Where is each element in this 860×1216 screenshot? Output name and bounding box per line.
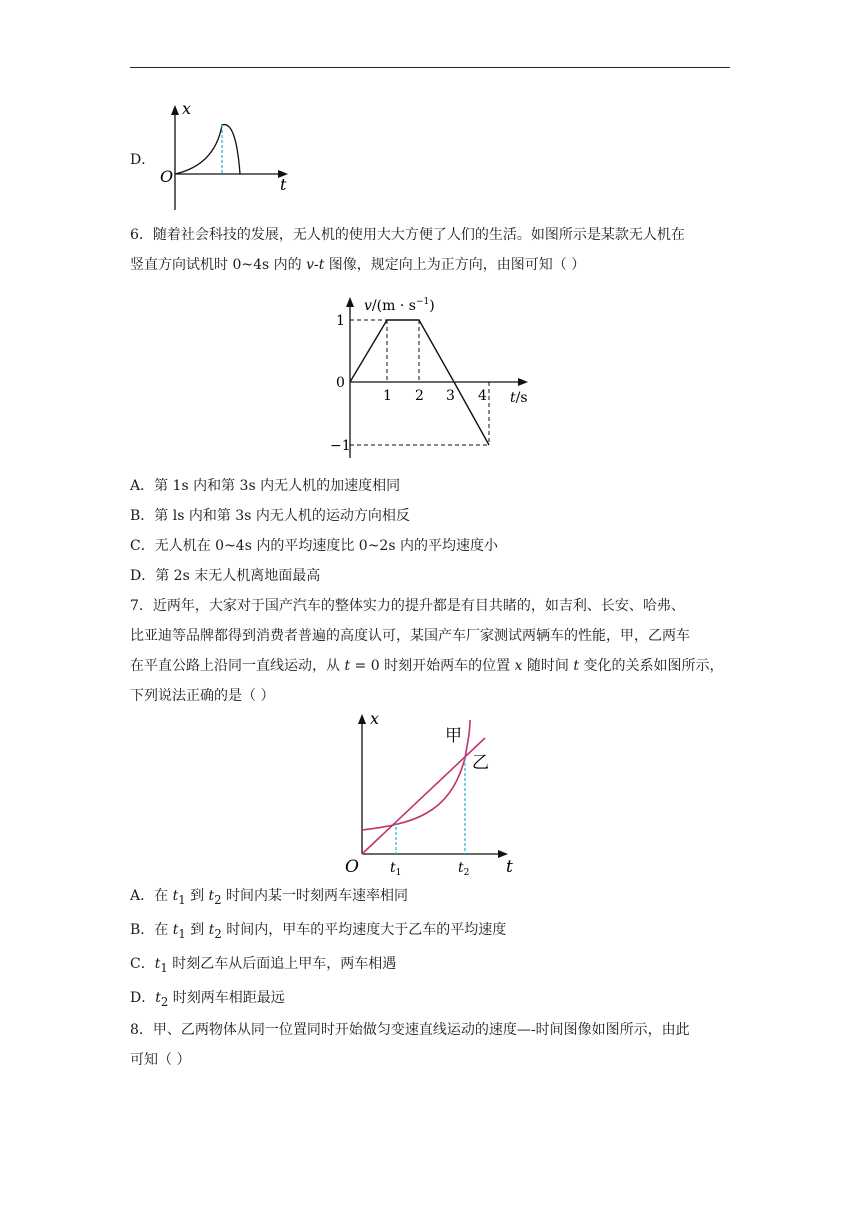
q6-tick-x-4: 4 [478, 388, 487, 404]
q7-label-jia: 甲 [445, 726, 462, 746]
q6-tick-y-0: 0 [336, 375, 345, 391]
q6-option-a: A．第 1s 内和第 3s 内无人机的加速度相同 [130, 478, 401, 494]
q7-line-yi [362, 738, 485, 854]
q7-tick-t1: $t_1$ [390, 860, 402, 878]
q7-x-axis-label: t [506, 857, 513, 877]
q6-stem-line-2: 竖直方向试机时 0~4s 内的 v-t 图像，规定向上为正方向，由图可知（ ） [130, 257, 586, 273]
q6-tick-x-3: 3 [446, 388, 455, 404]
q7-xt-graph [340, 706, 530, 876]
q5-curve [175, 125, 240, 174]
q7-option-c: C．$t_1$ 时刻乙车从后面追上甲车，两车相遇 [130, 956, 397, 975]
q5-y-axis-label: x [182, 99, 192, 118]
q7-stem-line-3: 在平直公路上沿同一直线运动，从 t = 0 时刻开始两车的位置 x 随时间 t 变化的关系如图所示， [130, 658, 724, 674]
q7-option-b: B．在 $t_1$ 到 $t_2$ 时间内，甲车的平均速度大于乙车的平均速度 [130, 922, 507, 941]
q6-tick-y-neg1: −1 [330, 438, 351, 454]
q6-option-d: D．第 2s 末无人机离地面最高 [130, 568, 321, 584]
q5-origin-label: O [160, 167, 174, 186]
q6-tick-x-1: 1 [383, 388, 392, 404]
q6-y-axis-label: $v/(m \cdot s^{-1})$ [364, 297, 435, 314]
q6-stem-line-1: 6．随着社会科技的发展，无人机的使用大大方便了人们的生活。如图所示是某款无人机在 [130, 227, 685, 243]
q6-tick-x-2: 2 [415, 388, 424, 404]
q7-tick-t2: $t_2$ [458, 860, 470, 878]
q7-origin-label: O [345, 857, 359, 877]
q6-option-b: B．第 ls 内和第 3s 内无人机的运动方向相反 [130, 508, 410, 524]
q7-y-axis-label: x [370, 709, 380, 728]
q7-label-yi: 乙 [472, 753, 489, 773]
header-rule [130, 67, 730, 68]
q6-option-c: C．无人机在 0~4s 内的平均速度比 0~2s 内的平均速度小 [130, 538, 498, 554]
q8-stem-line-2: 可知（ ） [130, 1052, 191, 1068]
q7-stem-line-2: 比亚迪等品牌都得到消费者普遍的高度认可，某国产车厂家测试两辆车的性能，甲，乙两车 [130, 628, 690, 644]
q7-stem-line-1: 7．近两年，大家对于国产汽车的整体实力的提升都是有目共睹的，如吉利、长安、哈弗、 [130, 598, 685, 614]
q6-x-axis-label: t/s [510, 390, 528, 406]
q7-option-d: D．$t_2$ 时刻两车相距最远 [130, 990, 285, 1009]
q7-option-a: A．在 $t_1$ 到 $t_2$ 时间内某一时刻两车速率相同 [130, 888, 409, 907]
q5-x-axis-label: t [280, 175, 287, 194]
q8-stem-line-1: 8．甲、乙两物体从同一位置同时开始做匀变速直线运动的速度—-时间图像如图所示，由此 [130, 1022, 690, 1038]
q7-stem-line-4: 下列说法正确的是（ ） [130, 688, 275, 704]
q6-vt-graph [330, 290, 550, 460]
q5-option-d-label: D． [130, 152, 156, 168]
q6-tick-y-1: 1 [336, 313, 345, 329]
q5-option-d-graph [160, 99, 287, 210]
